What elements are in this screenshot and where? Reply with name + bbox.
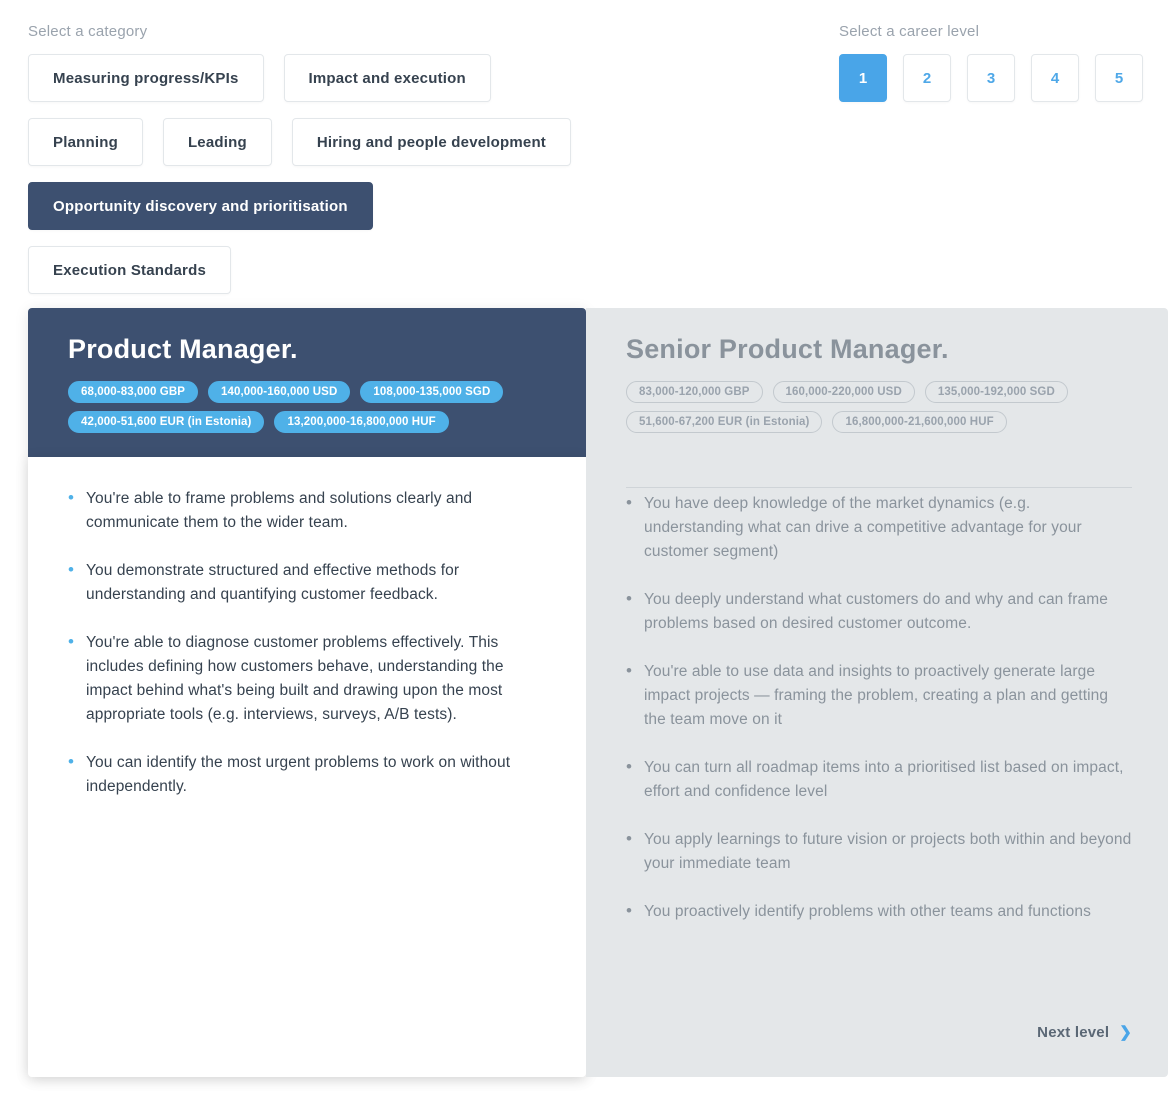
competency-list-current <box>68 487 546 799</box>
list-item: • You demonstrate structured and effective methods for understanding and quantifying customer feedback. <box>68 559 546 607</box>
category-chip-impact-and-execution[interactable]: Impact and execution <box>284 54 491 102</box>
category-row-1 <box>28 54 788 118</box>
list-item: • You're able to diagnose customer problems effectively. This includes defining how customers behave, understanding the impact behind what's being built and drawing upon the most appropriate tools (e.g. interviews, surveys, A/B tests). <box>68 631 546 727</box>
career-level-group <box>839 54 1143 102</box>
role-card-next <box>586 308 1168 1077</box>
role-card-current-header <box>28 308 586 457</box>
salary-tag-group-next <box>626 381 1128 433</box>
salary-tag-gbp: 83,000-120,000 GBP <box>626 381 763 403</box>
career-level-button-5[interactable]: 5 <box>1095 54 1143 102</box>
chevron-right-icon: ❯ <box>1119 1024 1132 1041</box>
list-item: • You proactively identify problems with other teams and functions <box>626 900 1132 924</box>
role-card-current <box>28 308 586 1077</box>
next-level-link[interactable] <box>1037 1023 1132 1041</box>
category-row-3 <box>28 182 788 246</box>
competency-list-next <box>626 492 1132 924</box>
career-level-button-4[interactable]: 4 <box>1031 54 1079 102</box>
salary-tag-huf: 13,200,000-16,800,000 HUF <box>274 411 448 433</box>
list-item: • You have deep knowledge of the market dynamics (e.g. understanding what can drive a competitive advantage for your customer segment) <box>626 492 1132 564</box>
category-chip-group <box>28 54 788 310</box>
list-item: • You apply learnings to future vision or projects both within and beyond your immediate team <box>626 828 1132 876</box>
salary-tag-eur: 42,000-51,600 EUR (in Estonia) <box>68 411 264 433</box>
list-item: • You can turn all roadmap items into a prioritised list based on impact, effort and confidence level <box>626 756 1132 804</box>
list-item: • You're able to frame problems and solutions clearly and communicate them to the wider team. <box>68 487 546 535</box>
career-level-button-1[interactable]: 1 <box>839 54 887 102</box>
career-level-button-3[interactable]: 3 <box>967 54 1015 102</box>
category-row-2 <box>28 118 788 182</box>
category-chip-planning[interactable]: Planning <box>28 118 143 166</box>
salary-tag-sgd: 108,000-135,000 SGD <box>360 381 503 403</box>
role-card-next-header <box>586 308 1168 457</box>
salary-tag-group-current <box>68 381 546 433</box>
category-row-4 <box>28 246 788 310</box>
category-chip-opportunity-discovery-and-prioritisation[interactable]: Opportunity discovery and prioritisation <box>28 182 373 230</box>
salary-tag-usd: 140,000-160,000 USD <box>208 381 350 403</box>
category-chip-leading[interactable]: Leading <box>163 118 272 166</box>
career-level-button-2[interactable]: 2 <box>903 54 951 102</box>
next-level-label: Next level <box>1037 1023 1110 1041</box>
salary-tag-sgd: 135,000-192,000 SGD <box>925 381 1068 403</box>
salary-tag-gbp: 68,000-83,000 GBP <box>68 381 198 403</box>
list-item: • You can identify the most urgent problems to work on without independently. <box>68 751 546 799</box>
role-card-next-body <box>586 457 1168 1077</box>
role-card-current-wrapper <box>28 308 586 1077</box>
category-chip-measuring-progress-kpis[interactable]: Measuring progress/KPIs <box>28 54 264 102</box>
list-item: • You deeply understand what customers do and why and can frame problems based on desired customer outcome. <box>626 588 1132 636</box>
role-card-current-body <box>28 457 586 1077</box>
salary-tag-eur: 51,600-67,200 EUR (in Estonia) <box>626 411 822 433</box>
salary-tag-usd: 160,000-220,000 USD <box>773 381 915 403</box>
category-selector-label: Select a category <box>28 23 148 40</box>
role-title-current: Product Manager. <box>68 334 298 364</box>
category-chip-execution-standards[interactable]: Execution Standards <box>28 246 231 294</box>
card-divider <box>626 487 1132 488</box>
role-title-next: Senior Product Manager. <box>626 334 949 364</box>
career-level-selector-label: Select a career level <box>839 23 980 40</box>
category-chip-hiring-and-people-development[interactable]: Hiring and people development <box>292 118 571 166</box>
list-item: • You're able to use data and insights to proactively generate large impact projects — framing the problem, creating a plan and getting the team move on it <box>626 660 1132 732</box>
salary-tag-huf: 16,800,000-21,600,000 HUF <box>832 411 1006 433</box>
